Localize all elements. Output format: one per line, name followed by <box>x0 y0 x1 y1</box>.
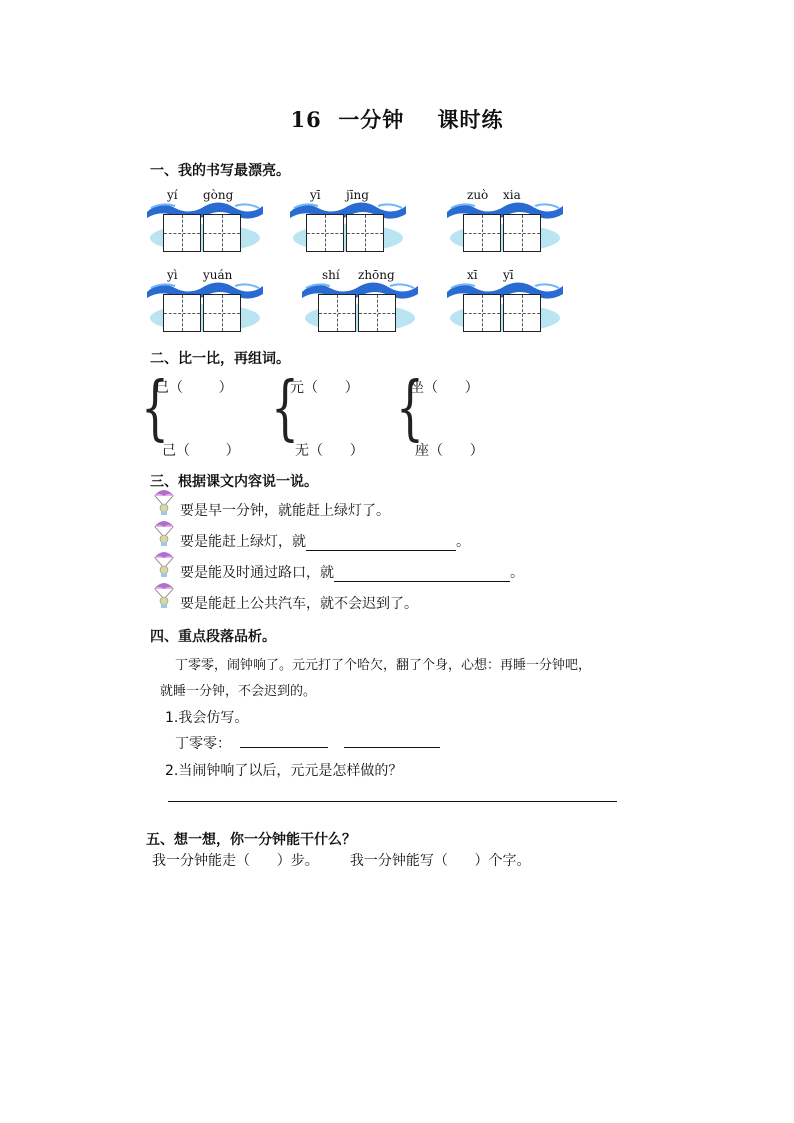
writing-group <box>145 188 265 256</box>
prompt-line <box>180 562 524 582</box>
compare-bottom-2: 无（ ） <box>295 443 364 459</box>
pinyin-label: jīng <box>346 188 369 202</box>
parachute-icon <box>153 486 175 516</box>
writing-group <box>445 268 565 336</box>
section-2-heading: 二、比一比，再组词。 <box>150 351 290 367</box>
passage-line-1: 丁零零，闹钟响了。元元打了个哈欠，翻了个身，心想：再睡一分钟吧， <box>175 658 592 673</box>
pinyin-label: zuò <box>467 188 489 202</box>
prompt-text: 要是早一分钟，就能赶上绿灯了。 <box>180 503 390 519</box>
parachute-icon <box>153 548 175 578</box>
pinyin-label: yì <box>167 268 178 282</box>
question-1-label: 丁零零： <box>175 736 231 752</box>
prompt-text: 要是能赶上绿灯，就 <box>180 534 306 550</box>
prompt-text: 要是能赶上公共汽车，就不会迟到了。 <box>180 596 418 612</box>
answer-line[interactable] <box>168 801 617 802</box>
compare-top-3: 坐（ ） <box>410 380 479 396</box>
writing-cell[interactable] <box>163 294 201 332</box>
prompt-line <box>180 531 470 551</box>
section-1-heading: 一、我的书写最漂亮。 <box>150 163 290 179</box>
pinyin-label: yí <box>167 188 178 202</box>
writing-cell[interactable] <box>203 294 241 332</box>
brace-3: { <box>396 367 424 450</box>
question-1: 1.我会仿写。 <box>165 710 249 726</box>
prompt-end: 。 <box>456 534 470 550</box>
parachute-icon <box>153 517 175 547</box>
pinyin-label: xī <box>467 268 478 282</box>
section-5-heading: 五、想一想，你一分钟能干什么？ <box>146 832 356 848</box>
compare-bottom-1: 己（ ） <box>162 443 240 459</box>
pinyin-label: zhōng <box>358 268 395 282</box>
prompt-text: 要是能及时通过路口，就 <box>180 565 334 581</box>
pinyin-label: yuán <box>203 268 233 282</box>
section-5-line: 我一分钟能走（ ）步。 我一分钟能写（ ）个字。 <box>152 853 531 869</box>
compare-top-1: 已（ ） <box>155 380 233 396</box>
writing-cell[interactable] <box>463 294 501 332</box>
pinyin-label: yī <box>503 268 514 282</box>
writing-cell[interactable] <box>203 214 241 252</box>
answer-blank[interactable] <box>306 536 456 551</box>
writing-cell[interactable] <box>503 214 541 252</box>
writing-group <box>145 268 265 336</box>
passage-line-2: 就睡一分钟，不会迟到的。 <box>160 684 317 699</box>
compare-top-2: 元（ ） <box>290 380 359 396</box>
answer-blank[interactable] <box>334 567 510 582</box>
writing-cell[interactable] <box>503 294 541 332</box>
page-title: 16 一分钟 课时练 <box>290 107 504 132</box>
writing-cell[interactable] <box>163 214 201 252</box>
brace-2: { <box>271 367 299 450</box>
pinyin-label: gòng <box>203 188 234 202</box>
section-4-heading: 四、重点段落品析。 <box>150 629 276 645</box>
compare-bottom-3: 座（ ） <box>415 443 484 459</box>
section-3-heading: 三、根据课文内容说一说。 <box>150 474 318 490</box>
writing-cell[interactable] <box>306 214 344 252</box>
pinyin-label: xia <box>503 188 521 202</box>
writing-group <box>300 268 420 336</box>
writing-group <box>288 188 408 256</box>
writing-cell[interactable] <box>463 214 501 252</box>
prompt-end: 。 <box>510 565 524 581</box>
writing-group <box>445 188 565 256</box>
prompt-line <box>180 593 418 613</box>
pinyin-label: shí <box>322 268 340 282</box>
answer-blank[interactable] <box>344 733 440 748</box>
prompt-line <box>180 500 390 520</box>
answer-blank[interactable] <box>240 733 328 748</box>
writing-cell[interactable] <box>358 294 396 332</box>
writing-cell[interactable] <box>318 294 356 332</box>
brace-1: { <box>141 367 169 450</box>
pinyin-label: yī <box>310 188 321 202</box>
parachute-icon <box>153 579 175 609</box>
question-2: 2.当闹钟响了以后，元元是怎样做的？ <box>165 763 403 779</box>
writing-cell[interactable] <box>346 214 384 252</box>
